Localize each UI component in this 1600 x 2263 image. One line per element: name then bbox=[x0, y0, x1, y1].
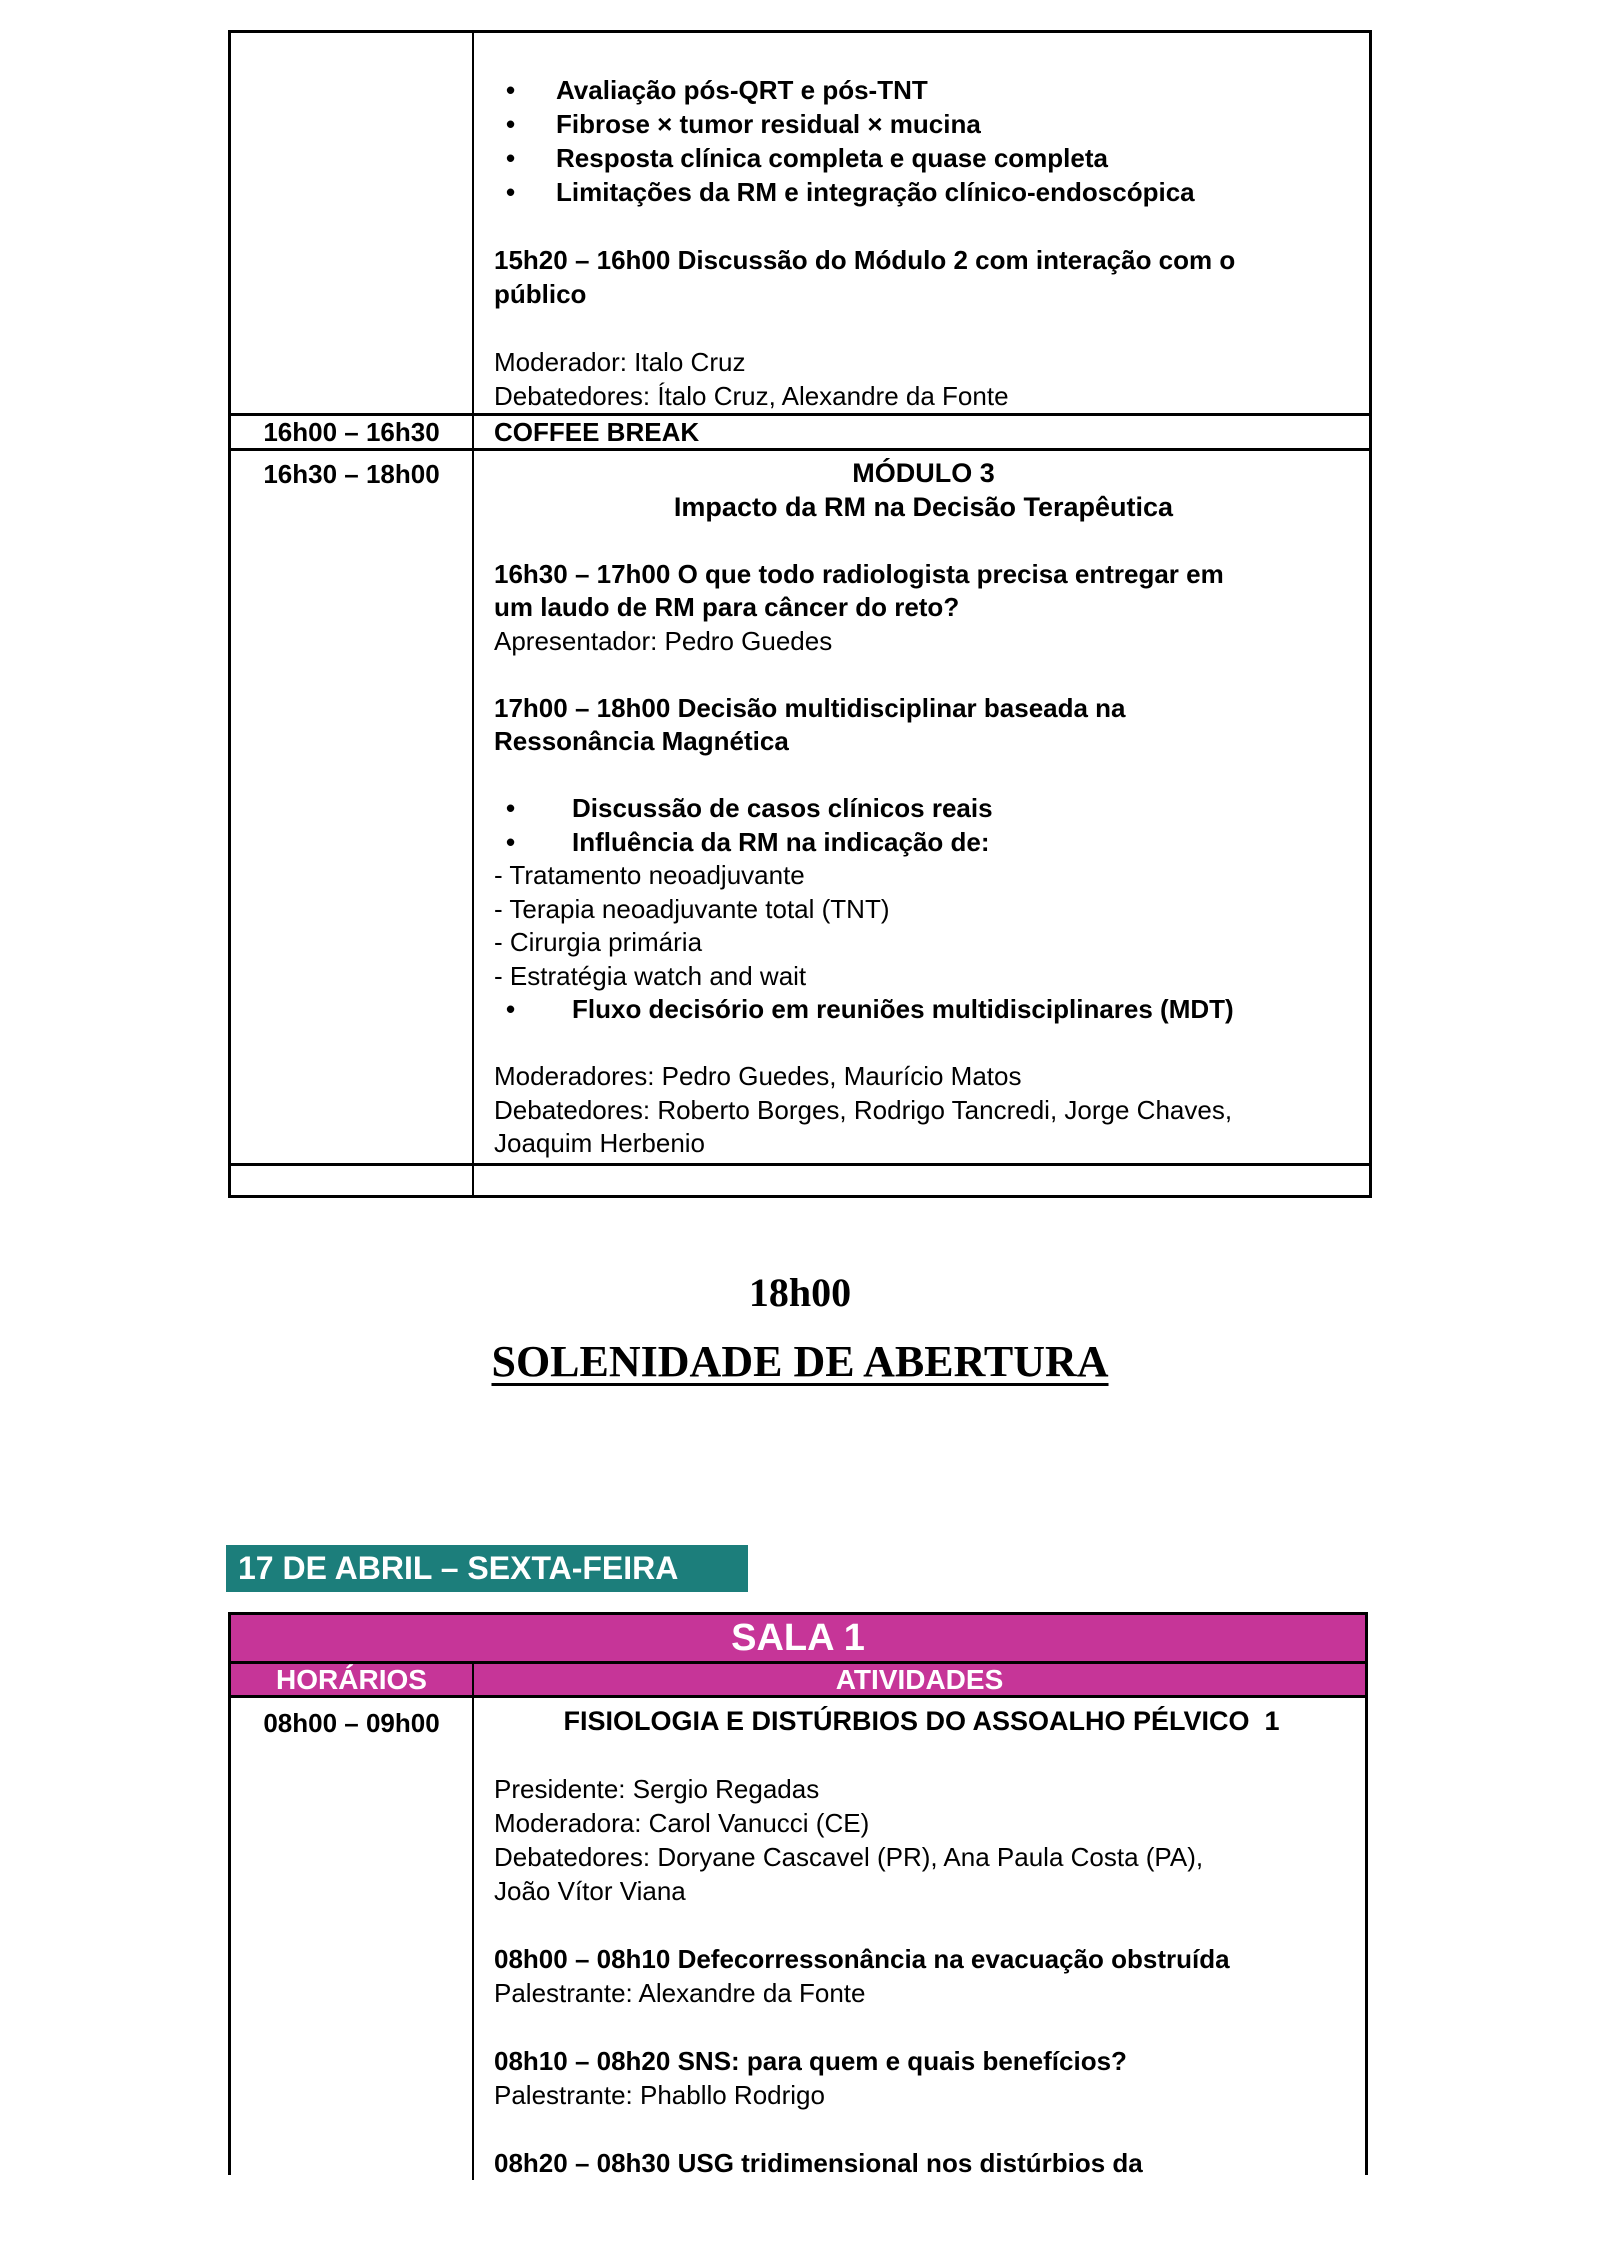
schedule-line: Debatedores: Roberto Borges, Rodrigo Tancredi, Jorge Chaves, bbox=[494, 1094, 1233, 1125]
schedule-line: • Avaliação pós-QRT e pós-TNT bbox=[494, 73, 1353, 107]
session1-time: 08h00 – 09h00 bbox=[231, 1698, 474, 2180]
session1-activities-cell bbox=[474, 1698, 1365, 2180]
table-row-coffee-break bbox=[231, 413, 1369, 448]
schedule-line bbox=[494, 2010, 1349, 2044]
schedule-line: • Limitações da RM e integração clínico-endoscópica bbox=[494, 175, 1353, 209]
schedule-line bbox=[494, 2112, 1349, 2146]
schedule-line: Debatedores: Doryane Cascavel (PR), Ana Paula Costa (PA), bbox=[494, 1842, 1204, 1872]
schedule-line: • Influência da RM na indicação de: bbox=[494, 826, 1353, 860]
module3-activities-cell bbox=[474, 451, 1369, 1163]
column-header-horarios: HORÁRIOS bbox=[231, 1664, 474, 1695]
schedule-line: - Tratamento neoadjuvante bbox=[494, 860, 805, 890]
schedule-line: FISIOLOGIA E DISTÚRBIOS DO ASSOALHO PÉLVICO 1 bbox=[563, 1706, 1280, 1736]
schedule-line: 15h20 – 16h00 Discussão do Módulo 2 com interação com o bbox=[494, 245, 1236, 275]
schedule-line: Presidente: Sergio Regadas bbox=[494, 1774, 820, 1804]
schedule-line: - Terapia neoadjuvante total (TNT) bbox=[494, 893, 890, 924]
schedule-line bbox=[494, 311, 1353, 345]
table-row-module3 bbox=[231, 448, 1369, 1163]
schedule-line: Moderadora: Carol Vanucci (CE) bbox=[494, 1808, 870, 1838]
schedule-line: - Cirurgia primária bbox=[494, 927, 703, 957]
table-row-empty bbox=[231, 1163, 1369, 1195]
schedule-line: 17h00 – 18h00 Decisão multidisciplinar baseada na bbox=[494, 692, 1126, 723]
schedule-line bbox=[494, 1738, 1349, 1772]
empty-time-cell bbox=[231, 1166, 474, 1195]
schedule-line: Impacto da RM na Decisão Terapêutica bbox=[673, 491, 1174, 522]
sala1-title: SALA 1 bbox=[731, 1617, 865, 1659]
table-row-session1 bbox=[231, 1695, 1365, 2180]
schedule-line: Moderador: Italo Cruz bbox=[494, 347, 746, 377]
schedule-line: • Fluxo decisório em reuniões multidisciplinares (MDT) bbox=[494, 993, 1353, 1027]
schedule-line: 08h10 – 08h20 SNS: para quem e quais benefícios? bbox=[494, 2046, 1127, 2076]
schedule-line: • Resposta clínica completa e quase completa bbox=[494, 141, 1353, 175]
column-header-atividades: ATIVIDADES bbox=[835, 1664, 1004, 1695]
schedule-line: Palestrante: Alexandre da Fonte bbox=[494, 1978, 866, 2008]
schedule-line: público bbox=[494, 279, 587, 309]
table-row-module2 bbox=[231, 33, 1369, 413]
schedule-line: • Discussão de casos clínicos reais bbox=[494, 792, 1353, 826]
schedule-line bbox=[494, 759, 1353, 793]
column-header-row bbox=[231, 1661, 1365, 1695]
schedule-line: Debatedores: Ítalo Cruz, Alexandre da Fonte bbox=[494, 381, 1009, 411]
schedule-line bbox=[494, 1027, 1353, 1061]
schedule-line: MÓDULO 3 bbox=[852, 458, 995, 488]
schedule-line: 16h30 – 17h00 O que todo radiologista precisa entregar em bbox=[494, 558, 1224, 589]
schedule-line: 08h00 – 08h10 Defecorressonância na evacuação obstruída bbox=[494, 1944, 1230, 1974]
schedule-line: Ressonância Magnética bbox=[494, 726, 789, 756]
schedule-line: Moderadores: Pedro Guedes, Maurício Matos bbox=[494, 1061, 1022, 1091]
program-table-day1 bbox=[228, 30, 1372, 1198]
schedule-line bbox=[494, 209, 1353, 243]
schedule-line: João Vítor Viana bbox=[494, 1876, 686, 1906]
opening-ceremony-heading bbox=[228, 1270, 1372, 1386]
schedule-line bbox=[494, 1908, 1349, 1942]
program-table-sala1 bbox=[228, 1612, 1368, 2178]
sala1-title-row bbox=[231, 1615, 1365, 1661]
coffee-break-time: 16h00 – 16h30 bbox=[231, 416, 474, 448]
schedule-line bbox=[494, 524, 1353, 558]
empty-activities-cell bbox=[474, 1166, 1369, 1195]
module2-activities-cell bbox=[474, 33, 1369, 413]
coffee-break-label: COFFEE BREAK bbox=[494, 417, 700, 447]
schedule-line: um laudo de RM para câncer do reto? bbox=[494, 592, 960, 622]
opening-title: SOLENIDADE DE ABERTURA bbox=[491, 1337, 1109, 1386]
schedule-line: Apresentador: Pedro Guedes bbox=[494, 625, 833, 656]
module3-time: 16h30 – 18h00 bbox=[231, 451, 474, 1163]
opening-time: 18h00 bbox=[748, 1270, 852, 1315]
day2-date-banner: 17 DE ABRIL – SEXTA-FEIRA bbox=[226, 1545, 748, 1592]
schedule-line: 08h20 – 08h30 USG tridimensional nos distúrbios da bbox=[494, 2148, 1143, 2178]
time-cell-empty bbox=[231, 33, 474, 413]
schedule-line: - Estratégia watch and wait bbox=[494, 960, 807, 991]
schedule-line: Joaquim Herbenio bbox=[494, 1128, 706, 1158]
schedule-line: Palestrante: Phabllo Rodrigo bbox=[494, 2080, 825, 2110]
schedule-line: • Fibrose × tumor residual × mucina bbox=[494, 107, 1353, 141]
schedule-line bbox=[494, 658, 1353, 692]
